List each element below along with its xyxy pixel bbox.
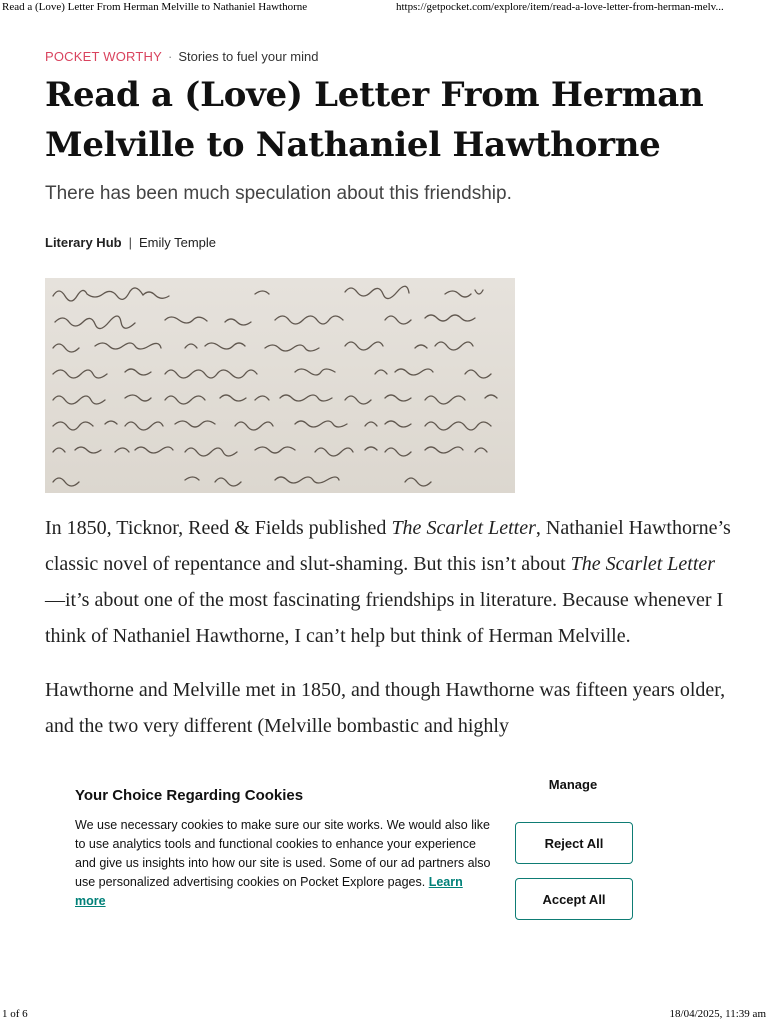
publication-name[interactable]: Literary Hub: [45, 235, 122, 250]
print-page-title: Read a (Love) Letter From Herman Melville to Nathaniel Hawthorne: [2, 1, 308, 13]
cookie-banner-text: We use necessary cookies to make sure our site works. We would also like to use analytics tools and functional cookies to enhance your experience and give us insights into how our site is used. Some of our ad partners also use personalized advertising cookies on Pocket Explore pages. Learn more: [75, 818, 491, 908]
print-header: [0, 0, 768, 16]
cookie-banner: [0, 765, 768, 985]
article-paragraph: In 1850, Ticknor, Reed & Fields published The Scarlet Letter, Nathaniel Hawthorne’s classic novel of repentance and slut-shaming. But this isn’t about The Scarlet Letter—it’s about one of the most fascinating friendships in literature. Because whenever I think of Nathaniel Hawthorne, I can’t help but think of Herman Melville.: [45, 517, 731, 647]
cookie-banner-title: Your Choice Regarding Cookies: [75, 787, 304, 804]
print-datetime: 18/04/2025, 11:39 am: [669, 1008, 766, 1020]
author-name: Emily Temple: [138, 235, 217, 250]
print-page-url: https://getpocket.com/explore/item/read-a-love-letter-from-herman-melv...: [396, 1, 724, 13]
article-paragraph: Hawthorne and Melville met in 1850, and though Hawthorne was fifteen years older, and the two very different (Melville bombastic and highly: [45, 679, 726, 737]
print-footer: [0, 1008, 768, 1024]
manage-cookies-button[interactable]: Manage: [530, 777, 616, 792]
pocket-worthy-link[interactable]: POCKET WORTHY: [45, 49, 162, 64]
accept-all-button[interactable]: Accept All: [515, 878, 633, 920]
kicker-separator: ·: [167, 49, 173, 64]
reject-all-button[interactable]: Reject All: [515, 822, 633, 864]
learn-more-link[interactable]: Learn more: [75, 875, 463, 908]
article-subtitle: There has been much speculation about this friendship.: [45, 183, 512, 204]
print-page-number: 1 of 6: [2, 1008, 28, 1020]
kicker-tagline: Stories to fuel your mind: [178, 49, 319, 64]
article-title: Read a (Love) Letter From Herman Melville to Nathaniel Hawthorne: [45, 75, 704, 165]
handwriting-illustration: [45, 278, 515, 493]
letter-image: [45, 278, 515, 493]
article-body: [45, 510, 735, 762]
kicker: [45, 49, 319, 64]
byline-separator: |: [128, 235, 132, 250]
book-title: The Scarlet Letter: [391, 517, 536, 539]
book-title: The Scarlet Letter: [570, 553, 716, 575]
byline: [45, 235, 216, 250]
